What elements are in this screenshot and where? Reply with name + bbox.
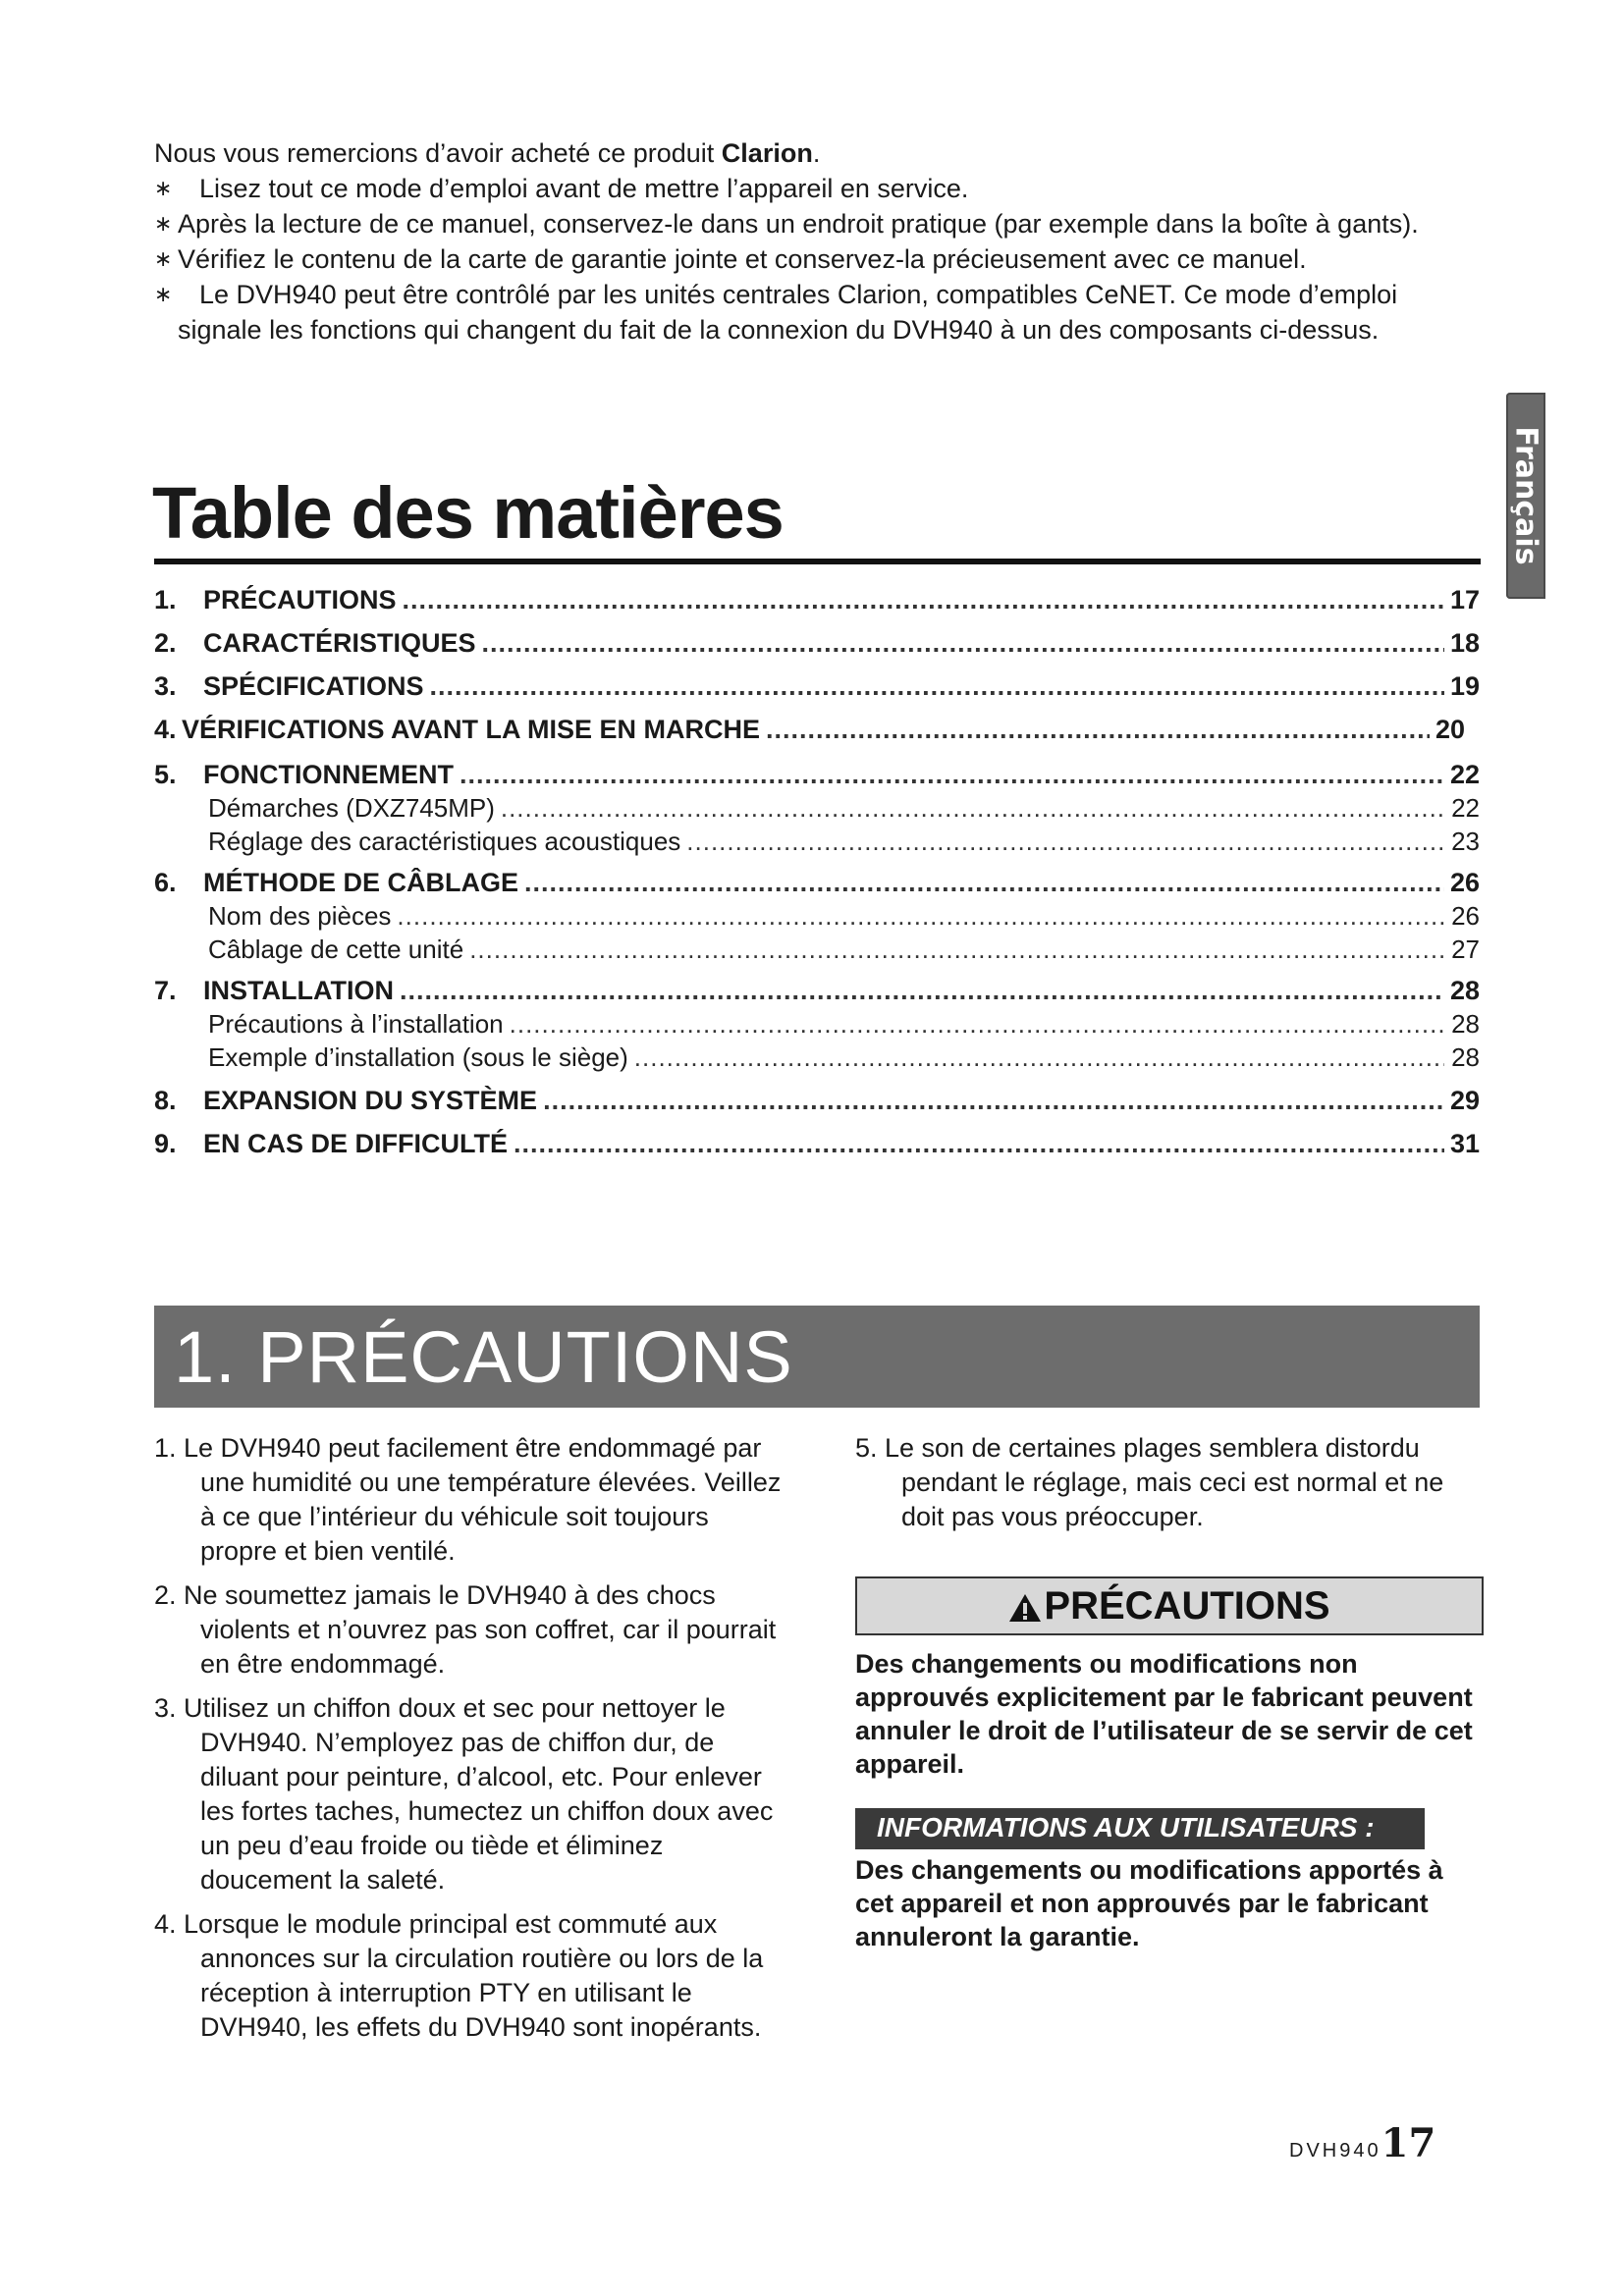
toc-dot-leader — [430, 671, 1444, 702]
toc-entry-number: 8. — [154, 1086, 177, 1115]
toc-subentry — [154, 901, 1480, 932]
precautions-list-left — [154, 1431, 783, 2055]
list-item-number: 2. — [154, 1580, 177, 1610]
list-item-text: Le son de certaines plages semblera distordu pendant le réglage, mais ceci est normal et ne doit pas vous préoccuper. — [885, 1433, 1444, 1531]
toc-entry-page: 26 — [1449, 868, 1480, 897]
toc-subentry-label: Nom des pièces — [208, 901, 392, 931]
toc-subentry-page: 27 — [1451, 934, 1480, 964]
toc-entry-label: EN CAS DE DIFFICULTÉ — [203, 1129, 508, 1158]
toc-subentry — [154, 1009, 1480, 1040]
toc-entry — [154, 715, 1465, 745]
toc-entry-number: 6. — [154, 868, 177, 897]
toc-entry-label: FONCTIONNEMENT — [203, 760, 454, 789]
toc-dot-leader — [524, 868, 1444, 898]
list-item — [154, 1907, 783, 2045]
toc-dot-leader — [686, 827, 1444, 857]
intro-bullet — [154, 171, 1480, 206]
toc-entry-number: 4. — [154, 715, 177, 744]
toc-dot-leader — [634, 1042, 1444, 1073]
toc-subentry-page: 28 — [1451, 1042, 1480, 1072]
info-title: INFORMATIONS AUX UTILISATEURS : — [877, 1812, 1375, 1842]
info-banner — [855, 1808, 1425, 1849]
list-item — [154, 1578, 783, 1682]
warning-triangle-icon — [1008, 1593, 1042, 1623]
asterisk-icon: ∗ — [154, 176, 173, 200]
toc-entry — [154, 628, 1480, 659]
footer-model: DVH940 — [1289, 2140, 1381, 2162]
toc-entry-number: 7. — [154, 976, 177, 1005]
page-number: 17 — [1380, 2120, 1436, 2166]
toc-entry-page: 17 — [1449, 585, 1480, 614]
intro-bullet — [154, 277, 1480, 347]
language-tab — [1506, 393, 1545, 599]
list-item — [154, 1431, 783, 1569]
toc-entry-number: 1. — [154, 585, 177, 614]
asterisk-icon: ∗ — [154, 282, 173, 306]
list-item-number: 1. — [154, 1433, 177, 1463]
toc-entry — [154, 1086, 1480, 1116]
list-item-text: Lorsque le module principal est commuté aux annonces sur la circulation routière ou lors de la réception à interruption PTY en utilisant le DVH940, les effets du DVH940 sont inopérants. — [184, 1909, 764, 2042]
toc-entry — [154, 760, 1480, 790]
toc-dot-leader — [510, 1009, 1444, 1040]
warning-heading — [857, 1582, 1482, 1629]
precautions-list-right — [855, 1431, 1484, 1544]
list-item-text: Ne soumettez jamais le DVH940 à des chocs violents et n’ouvrez pas son coffret, car il pourrait en être endommagé. — [184, 1580, 777, 1679]
toc-dot-leader — [397, 901, 1444, 932]
toc-entry — [154, 1129, 1480, 1159]
toc-entry-label: EXPANSION DU SYSTÈME — [203, 1086, 538, 1115]
list-item-text: Utilisez un chiffon doux et sec pour nettoyer le DVH940. N’employez pas de chiffon dur, de diluant pour peinture, d’alcool, etc. Pour enlever les fortes taches, humectez un chiffon doux avec un peu d’eau froide ou tiède et éliminez doucement la saleté. — [184, 1693, 774, 1895]
asterisk-icon: ∗ — [154, 246, 173, 271]
toc-entry-label: VÉRIFICATIONS AVANT LA MISE EN MARCHE — [182, 715, 761, 744]
toc-entry-page: 20 — [1435, 715, 1465, 744]
toc-dot-leader — [766, 715, 1430, 745]
toc-dot-leader — [514, 1129, 1444, 1159]
toc-dot-leader — [501, 793, 1444, 824]
toc-entry-page: 18 — [1449, 628, 1480, 658]
toc-title: Table des matières — [152, 472, 784, 554]
toc-subentry-page: 23 — [1451, 827, 1480, 856]
warning-box — [855, 1576, 1484, 1635]
intro-block — [154, 135, 1480, 347]
toc-entry-label: PRÉCAUTIONS — [203, 585, 397, 614]
toc-subentry-page: 22 — [1451, 793, 1480, 823]
toc-entry-label: CARACTÉRISTIQUES — [203, 628, 476, 658]
toc-entry-page: 28 — [1449, 976, 1480, 1005]
toc-entry — [154, 585, 1480, 615]
toc-subentry — [154, 1042, 1480, 1073]
toc-subentry-label: Précautions à l’installation — [208, 1009, 504, 1039]
toc-dot-leader — [403, 585, 1444, 615]
toc-dot-leader — [543, 1086, 1444, 1116]
toc-entry-label: INSTALLATION — [203, 976, 394, 1005]
intro-thanks — [154, 135, 1480, 171]
toc-entry — [154, 976, 1480, 1006]
intro-thanks-period: . — [812, 138, 821, 168]
asterisk-icon: ∗ — [154, 211, 173, 236]
toc-dot-leader — [460, 760, 1444, 790]
toc-subentry — [154, 827, 1480, 857]
toc-divider — [154, 559, 1481, 564]
list-item-text: Le DVH940 peut facilement être endommagé par une humidité ou une température élevées. Veillez à ce que l’intérieur du véhicule soit toujours propre et bien ventilé. — [184, 1433, 782, 1566]
intro-bullet-text: Lisez tout ce mode d’emploi avant de mettre l’appareil en service. — [199, 174, 969, 203]
toc-entry-number: 2. — [154, 628, 177, 658]
toc-dot-leader — [482, 628, 1444, 659]
toc-subentry — [154, 793, 1480, 824]
list-item-number: 4. — [154, 1909, 177, 1939]
toc-subentry-page: 26 — [1451, 901, 1480, 931]
page-footer — [1289, 2120, 1435, 2166]
toc-dot-leader — [469, 934, 1444, 965]
list-item-number: 3. — [154, 1693, 177, 1723]
brand-name: Clarion — [721, 138, 813, 168]
toc-entry — [154, 671, 1480, 702]
toc-entry-label: MÉTHODE DE CÂBLAGE — [203, 868, 519, 897]
intro-bullet-text: Après la lecture de ce manuel, conservez-le dans un endroit pratique (par exemple dans la boîte à gants). — [178, 209, 1419, 239]
toc-entry-page: 22 — [1449, 760, 1480, 789]
toc-entry-page: 29 — [1449, 1086, 1480, 1115]
toc-subentry-label: Exemple d’installation (sous le siège) — [208, 1042, 628, 1072]
section-title: 1. PRÉCAUTIONS — [174, 1316, 793, 1398]
toc-entry-page: 31 — [1449, 1129, 1480, 1158]
intro-thanks-text: Nous vous remercions d’avoir acheté ce produit — [154, 138, 722, 168]
list-item-number: 5. — [855, 1433, 878, 1463]
toc-dot-leader — [400, 976, 1444, 1006]
toc-entry-number: 5. — [154, 760, 177, 789]
toc-entry — [154, 868, 1480, 898]
toc-subentry-page: 28 — [1451, 1009, 1480, 1039]
toc-subentry — [154, 934, 1480, 965]
toc-subentry-label: Câblage de cette unité — [208, 934, 464, 964]
toc-entry-page: 19 — [1449, 671, 1480, 701]
language-tab-label: Français — [1508, 426, 1543, 565]
list-item — [855, 1431, 1484, 1534]
intro-bullet — [154, 241, 1480, 277]
toc-entry-label: SPÉCIFICATIONS — [203, 671, 424, 701]
intro-bullet — [154, 206, 1480, 241]
toc-subentry-label: Démarches (DXZ745MP) — [208, 793, 495, 823]
toc-entry-number: 3. — [154, 671, 177, 701]
warning-text: Des changements ou modifications non approuvés explicitement par le fabricant peuvent annuler le droit de l’utilisateur de se servir de cet appareil. — [855, 1649, 1473, 1779]
section-banner — [154, 1306, 1480, 1408]
warning-title: PRÉCAUTIONS — [1044, 1584, 1330, 1628]
list-item — [154, 1691, 783, 1897]
info-text: Des changements ou modifications apportés à cet appareil et non approuvés par le fabricant annuleront la garantie. — [855, 1855, 1443, 1951]
toc-entry-number: 9. — [154, 1129, 177, 1158]
toc-subentry-label: Réglage des caractéristiques acoustiques — [208, 827, 681, 856]
intro-bullet-text: Vérifiez le contenu de la carte de garantie jointe et conservez-la précieusement avec ce manuel. — [178, 244, 1307, 274]
intro-bullet-text: Le DVH940 peut être contrôlé par les unités centrales Clarion, compatibles CeNET. Ce mode d’emploi signale les fonctions qui changent du fait de la connexion du DVH940 à un des composants ci-dessus. — [178, 280, 1398, 345]
